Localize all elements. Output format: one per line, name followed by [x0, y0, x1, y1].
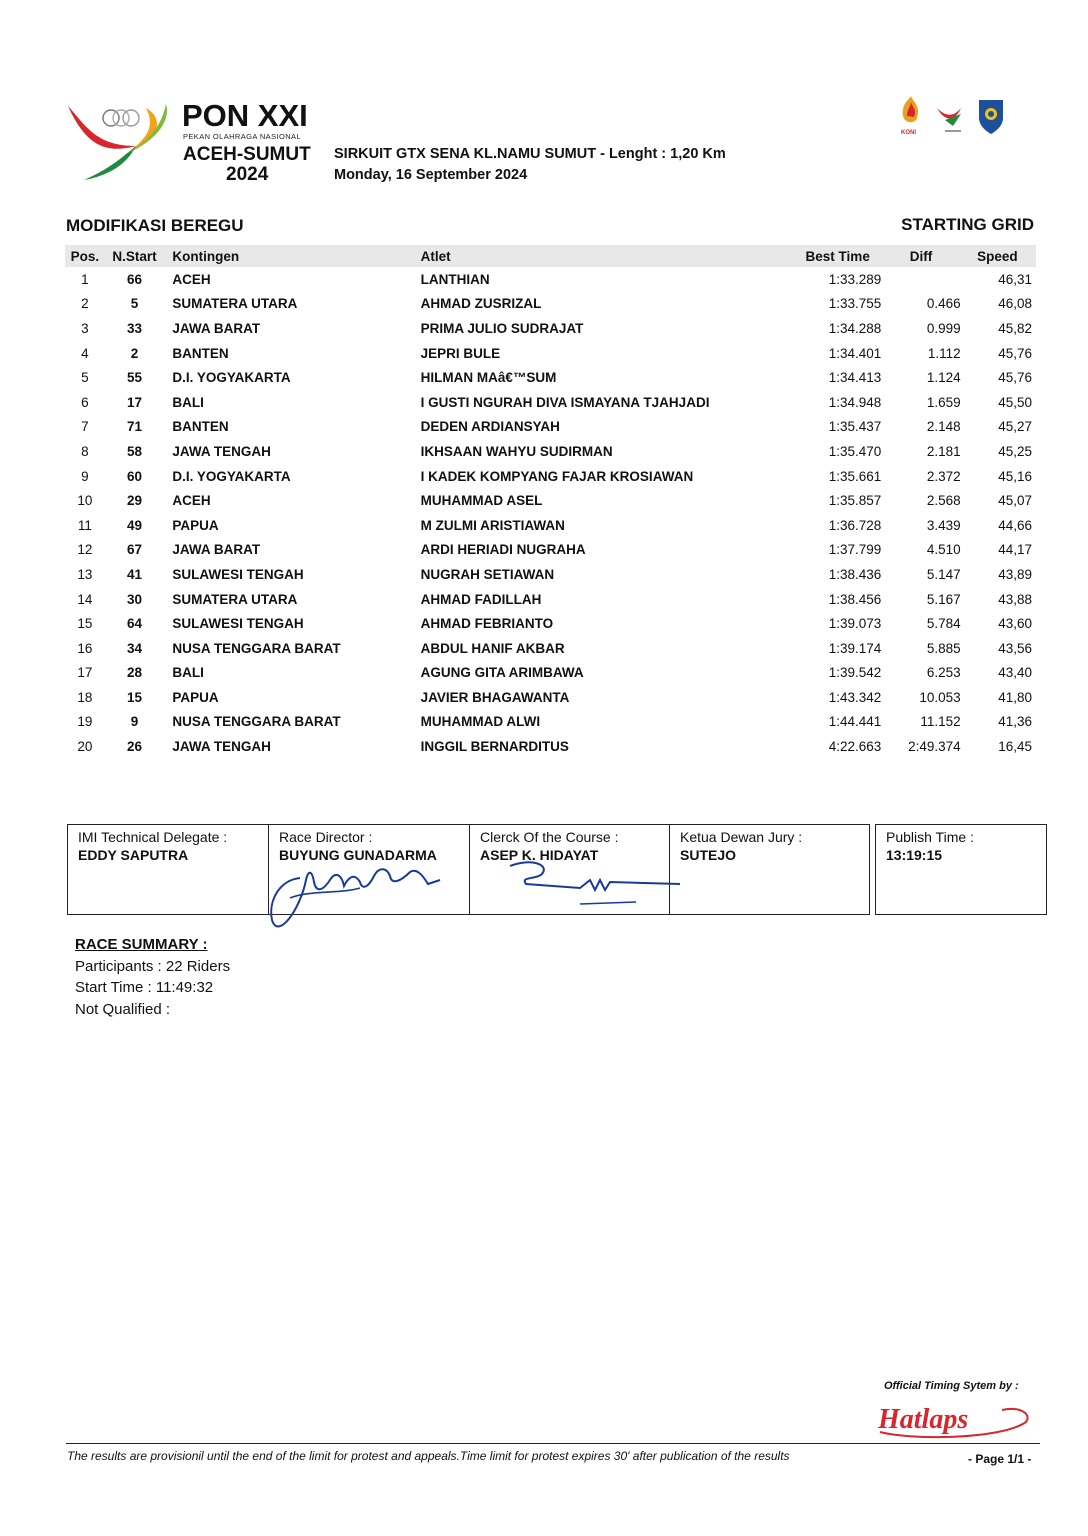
col-atlet: Atlet — [420, 248, 451, 264]
cell-pos: 20 — [77, 739, 93, 755]
cell-start: 9 — [130, 714, 139, 730]
cell-pos: 15 — [77, 616, 93, 632]
cell-kontingen: BALI — [172, 394, 204, 410]
col-kontingen: Kontingen — [172, 248, 240, 264]
event-subtitle: PEKAN OLAHRAGA NASIONAL — [183, 132, 301, 141]
cell-atlet: MUHAMMAD ALWI — [420, 714, 541, 730]
cell-start: 26 — [127, 739, 143, 755]
cell-start: 55 — [127, 370, 143, 386]
cell-best-time: 1:39.073 — [828, 616, 882, 632]
cell-atlet: MUHAMMAD ASEL — [420, 493, 543, 509]
cell-start: 29 — [127, 493, 143, 509]
table-row — [65, 464, 1036, 489]
start-time: Start Time : 11:49:32 — [75, 979, 214, 996]
cell-start: 66 — [127, 271, 143, 287]
pon-mini-logo-icon — [937, 108, 961, 132]
cell-pos: 14 — [77, 591, 93, 607]
cell-diff: 5.885 — [926, 640, 961, 656]
technical-delegate-name: EDDY SAPUTRA — [78, 847, 189, 863]
cell-atlet: I KADEK KOMPYANG FAJAR KROSIAWAN — [420, 468, 694, 484]
cell-atlet: LANTHIAN — [420, 271, 490, 287]
cell-diff — [881, 267, 962, 292]
cell-atlet: I GUSTI NGURAH DIVA ISMAYANA TJAHJADI — [420, 394, 710, 410]
cell-best-time: 1:38.456 — [828, 591, 882, 607]
cell-diff: 2.148 — [926, 419, 961, 435]
cell-kontingen: SUMATERA UTARA — [172, 296, 298, 312]
cell-best-time: 1:36.728 — [828, 517, 882, 533]
cell-diff: 0.999 — [926, 320, 961, 336]
cell-diff: 1.659 — [926, 394, 961, 410]
cell-best-time: 1:43.342 — [828, 689, 882, 705]
cell-atlet: IKHSAAN WAHYU SUDIRMAN — [420, 443, 613, 459]
koni-logo-icon — [901, 96, 918, 136]
cell-atlet: ARDI HERIADI NUGRAHA — [420, 542, 586, 558]
event-year: 2024 — [226, 164, 269, 185]
hatlaps-logo — [870, 1396, 1035, 1440]
cell-diff: 5.784 — [926, 616, 961, 632]
cell-speed: 45,25 — [998, 443, 1032, 459]
cell-speed: 45,50 — [998, 394, 1032, 410]
cell-best-time: 1:35.661 — [828, 468, 882, 484]
event-host: ACEH-SUMUT — [183, 144, 311, 165]
cell-pos: 16 — [77, 640, 93, 656]
cell-diff: 2.181 — [926, 443, 961, 459]
cell-kontingen: D.I. YOGYAKARTA — [172, 370, 291, 386]
cell-kontingen: PAPUA — [172, 517, 219, 533]
cell-kontingen: JAWA BARAT — [172, 320, 261, 336]
jury-box — [669, 824, 870, 915]
page-number: - Page 1/1 - — [968, 1452, 1032, 1466]
cell-diff: 0.466 — [926, 296, 961, 312]
cell-best-time: 4:22.663 — [828, 739, 882, 755]
col-diff: Diff — [909, 248, 933, 264]
cell-start: 33 — [127, 320, 143, 336]
cell-atlet: M ZULMI ARISTIAWAN — [420, 517, 565, 533]
cell-pos: 18 — [77, 689, 93, 705]
cell-speed: 43,56 — [998, 640, 1032, 656]
event-date: Monday, 16 September 2024 — [334, 167, 528, 183]
table-row — [65, 661, 1036, 686]
svg-text:Hatlaps: Hatlaps — [878, 1404, 969, 1435]
not-qualified: Not Qualified : — [75, 1000, 171, 1018]
clerk-name: ASEP K. HIDAYAT — [480, 847, 599, 863]
cell-best-time: 1:38.436 — [828, 566, 882, 582]
race-summary-title: RACE SUMMARY : — [75, 936, 208, 953]
table-row — [65, 611, 1036, 636]
cell-atlet: AGUNG GITA ARIMBAWA — [420, 665, 584, 681]
cell-diff: 11.152 — [920, 714, 961, 730]
cell-start: 5 — [130, 296, 139, 312]
cell-start: 60 — [127, 468, 143, 484]
table-row — [65, 734, 1036, 759]
cell-start: 41 — [127, 566, 143, 582]
cell-pos: 7 — [81, 419, 89, 435]
cell-speed: 46,08 — [998, 296, 1032, 312]
clerk-label: Clerck Of the Course : — [480, 829, 619, 845]
cell-pos: 9 — [81, 468, 89, 484]
cell-kontingen: PAPUA — [172, 689, 219, 705]
cell-speed: 45,07 — [998, 493, 1032, 509]
technical-delegate-box — [67, 824, 269, 915]
cell-atlet: AHMAD FADILLAH — [420, 591, 542, 607]
cell-kontingen: BANTEN — [172, 345, 229, 361]
cell-best-time: 1:39.542 — [828, 665, 882, 681]
cell-atlet: AHMAD ZUSRIZAL — [420, 296, 542, 312]
cell-best-time: 1:35.437 — [828, 419, 882, 435]
cell-pos: 3 — [81, 320, 89, 336]
race-director-label: Race Director : — [279, 829, 373, 845]
col-speed: Speed — [977, 248, 1018, 264]
class-title: MODIFIKASI BEREGU — [66, 216, 244, 235]
grid-title: STARTING GRID — [901, 215, 1034, 234]
cell-start: 67 — [127, 542, 143, 558]
table-row — [65, 513, 1036, 538]
cell-pos: 17 — [77, 665, 93, 681]
table-row — [65, 267, 1036, 292]
cell-diff: 5.147 — [926, 566, 961, 582]
cell-speed: 43,60 — [998, 616, 1032, 632]
cell-kontingen: SULAWESI TENGAH — [172, 616, 304, 632]
cell-start: 64 — [127, 616, 143, 632]
col-pos: Pos. — [70, 248, 100, 264]
imi-shield-icon — [979, 100, 1003, 134]
cell-start: 17 — [127, 394, 143, 410]
jury-name: SUTEJO — [680, 847, 737, 863]
cell-atlet: ABDUL HANIF AKBAR — [420, 640, 565, 656]
cell-diff: 10.053 — [919, 689, 961, 705]
table-row — [65, 439, 1036, 464]
race-director-name: BUYUNG GUNADARMA — [279, 847, 437, 863]
cell-kontingen: NUSA TENGGARA BARAT — [172, 640, 341, 656]
cell-speed: 45,82 — [998, 320, 1032, 336]
cell-start: 71 — [127, 419, 143, 435]
cell-speed: 41,80 — [998, 689, 1032, 705]
cell-kontingen: D.I. YOGYAKARTA — [172, 468, 291, 484]
footer-divider — [66, 1443, 1040, 1444]
cell-kontingen: SULAWESI TENGAH — [172, 566, 304, 582]
cell-best-time: 1:34.401 — [828, 345, 882, 361]
cell-kontingen: BANTEN — [172, 419, 229, 435]
col-start: N.Start — [112, 248, 157, 264]
cell-best-time: 1:44.441 — [828, 714, 882, 730]
cell-start: 15 — [127, 689, 143, 705]
table-row — [65, 292, 1036, 317]
cell-pos: 1 — [81, 271, 89, 287]
cell-atlet: AHMAD FEBRIANTO — [420, 616, 554, 632]
cell-diff: 5.167 — [926, 591, 961, 607]
results-table — [65, 245, 1036, 759]
table-row — [65, 488, 1036, 513]
circuit-info: SIRKUIT GTX SENA KL.NAMU SUMUT - Lenght : 1,20 Km — [334, 146, 726, 162]
table-row — [65, 562, 1036, 587]
cell-speed: 45,76 — [998, 345, 1032, 361]
cell-pos: 8 — [81, 443, 89, 459]
cell-kontingen: BALI — [172, 665, 204, 681]
cell-speed: 45,16 — [998, 468, 1032, 484]
cell-best-time: 1:34.413 — [828, 370, 882, 386]
cell-speed: 45,76 — [998, 370, 1032, 386]
table-row — [65, 538, 1036, 563]
cell-atlet: JEPRI BULE — [420, 345, 501, 361]
table-row — [65, 710, 1036, 735]
cell-start: 2 — [130, 345, 139, 361]
cell-speed: 43,88 — [998, 591, 1032, 607]
table-row — [65, 587, 1036, 612]
cell-best-time: 1:37.799 — [828, 542, 882, 558]
cell-kontingen: SUMATERA UTARA — [172, 591, 298, 607]
cell-start: 34 — [127, 640, 143, 656]
cell-speed: 43,89 — [998, 566, 1032, 582]
cell-speed: 44,66 — [998, 517, 1032, 533]
svg-text:KONI: KONI — [901, 130, 916, 136]
cell-pos: 11 — [77, 517, 92, 533]
cell-diff: 2.372 — [926, 468, 961, 484]
cell-speed: 45,27 — [998, 419, 1032, 435]
cell-atlet: DEDEN ARDIANSYAH — [420, 419, 560, 435]
table-row — [65, 415, 1036, 440]
race-summary — [75, 934, 230, 1020]
cell-diff: 2.568 — [926, 493, 961, 509]
publish-time-label: Publish Time : — [886, 829, 974, 845]
cell-pos: 5 — [81, 370, 89, 386]
cell-diff: 1.124 — [926, 370, 961, 386]
publish-time-box — [875, 824, 1047, 915]
table-row — [65, 341, 1036, 366]
cell-best-time: 1:35.857 — [828, 493, 882, 509]
cell-atlet: HILMAN MAâ€™SUM — [420, 370, 557, 386]
cell-speed: 16,45 — [998, 739, 1032, 755]
cell-start: 30 — [127, 591, 143, 607]
cell-kontingen: JAWA TENGAH — [172, 739, 271, 755]
technical-delegate-label: IMI Technical Delegate : — [78, 829, 228, 845]
cell-atlet: NUGRAH SETIAWAN — [420, 566, 555, 582]
cell-speed: 46,31 — [998, 271, 1032, 287]
table-header-row — [65, 245, 1036, 267]
sponsor-logos — [895, 94, 1010, 142]
cell-pos: 4 — [81, 345, 89, 361]
cell-kontingen: ACEH — [172, 493, 211, 509]
col-best-time: Best Time — [805, 248, 870, 264]
cell-diff: 2:49.374 — [908, 739, 961, 755]
cell-kontingen: ACEH — [172, 271, 211, 287]
cell-pos: 19 — [77, 714, 93, 730]
pon-xxi-logo — [66, 96, 176, 188]
event-name: PON XXI — [182, 98, 308, 133]
participants-count: Participants : 22 Riders — [75, 957, 231, 975]
cell-pos: 6 — [81, 394, 89, 410]
table-row — [65, 390, 1036, 415]
results-body — [65, 267, 1036, 759]
cell-speed: 41,36 — [998, 714, 1032, 730]
cell-start: 49 — [127, 517, 143, 533]
cell-best-time: 1:33.289 — [828, 271, 882, 287]
cell-best-time: 1:33.755 — [828, 296, 882, 312]
cell-best-time: 1:35.470 — [828, 443, 882, 459]
cell-pos: 13 — [77, 566, 93, 582]
cell-start: 28 — [127, 665, 143, 681]
cell-kontingen: JAWA TENGAH — [172, 443, 271, 459]
cell-pos: 2 — [81, 296, 89, 312]
cell-best-time: 1:39.174 — [828, 640, 882, 656]
cell-atlet: PRIMA JULIO SUDRAJAT — [420, 320, 584, 336]
cell-best-time: 1:34.948 — [828, 394, 882, 410]
cell-speed: 43,40 — [998, 665, 1032, 681]
provisional-note: The results are provisionil until the end of the limit for protest and appeals.Time limit for protest expires 30' after publication of the results — [67, 1449, 790, 1463]
cell-diff: 6.253 — [926, 665, 961, 681]
table-row — [65, 365, 1036, 390]
cell-diff: 3.439 — [926, 517, 961, 533]
cell-start: 58 — [127, 443, 143, 459]
cell-atlet: INGGIL BERNARDITUS — [420, 739, 569, 755]
cell-kontingen: JAWA BARAT — [172, 542, 261, 558]
table-row — [65, 636, 1036, 661]
cell-pos: 10 — [77, 493, 93, 509]
table-row — [65, 316, 1036, 341]
timing-system-label: Official Timing Sytem by : — [884, 1380, 1019, 1392]
cell-best-time: 1:34.288 — [828, 320, 882, 336]
cell-pos: 12 — [77, 542, 93, 558]
publish-time-value: 13:19:15 — [886, 847, 943, 863]
cell-speed: 44,17 — [998, 542, 1032, 558]
signatures-icon — [250, 840, 690, 940]
jury-label: Ketua Dewan Jury : — [680, 829, 803, 845]
cell-kontingen: NUSA TENGGARA BARAT — [172, 714, 341, 730]
cell-diff: 4.510 — [926, 542, 961, 558]
cell-diff: 1.112 — [927, 345, 961, 361]
table-row — [65, 685, 1036, 710]
cell-atlet: JAVIER BHAGAWANTA — [420, 689, 570, 705]
